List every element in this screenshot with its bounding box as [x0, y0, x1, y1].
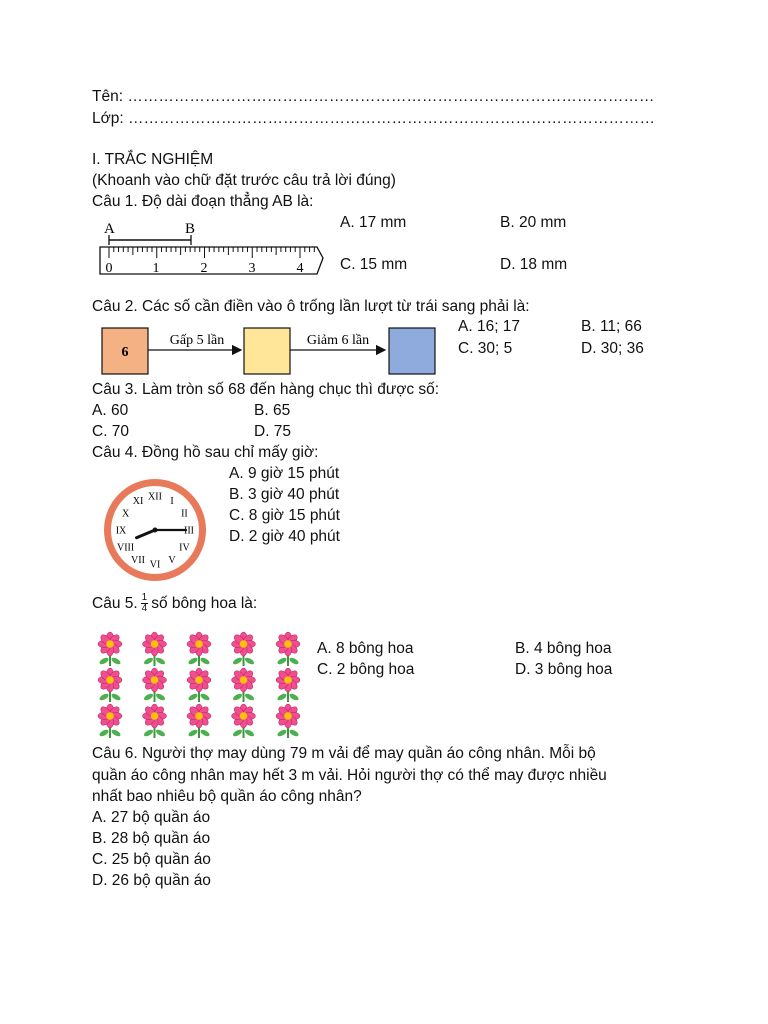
q2-option-a[interactable]: A. 16; 17 [458, 318, 521, 335]
start-value: 6 [121, 345, 129, 360]
flower-icon [187, 704, 211, 738]
flower-icon [98, 668, 122, 702]
q5-option-b[interactable]: B. 4 bông hoa [515, 640, 612, 657]
q5-prefix: Câu 5. [92, 595, 138, 612]
q5-fraction-numerator: 1 [141, 592, 148, 604]
clock-numeral: III [184, 525, 194, 537]
q6-option-a[interactable]: A. 27 bộ quần áo [92, 809, 211, 826]
q5-fraction-denominator: 4 [141, 603, 148, 615]
clock-numeral: VI [149, 559, 161, 571]
flower-icon [232, 704, 256, 738]
flower-icon [232, 632, 256, 666]
name-field-label: Tên: ………………………………………………………………………………………… [92, 88, 655, 105]
q3-option-b[interactable]: B. 65 [254, 402, 291, 419]
flower-icon [187, 632, 211, 666]
ruler-diagram [98, 216, 328, 280]
clock-face [98, 475, 212, 585]
q6-line-2: quần áo công nhân may hết 3 m vải. Hỏi người thợ có thể may được nhiều [92, 767, 607, 784]
clock-numeral: X [121, 508, 130, 520]
clock-numeral: V [168, 554, 176, 566]
q1-option-d[interactable]: D. 18 mm [500, 256, 568, 273]
q4-option-c[interactable]: C. 8 giờ 15 phút [229, 507, 340, 524]
clock-numeral: II [181, 508, 188, 520]
q5-suffix: số bông hoa là: [151, 595, 258, 612]
q2-text: Câu 2. Các số cần điền vào ô trống lần lượt từ trái sang phải là: [92, 298, 530, 315]
q2-option-b[interactable]: B. 11; 66 [581, 318, 642, 335]
q6-line-3: nhất bao nhiêu bộ quần áo công nhân? [92, 788, 362, 805]
q6-option-b[interactable]: B. 28 bộ quần áo [92, 830, 211, 847]
step2-label: Giảm 6 lần [306, 333, 370, 348]
q4-option-b[interactable]: B. 3 giờ 40 phút [229, 486, 340, 503]
clock-center [153, 528, 158, 533]
flower-icon [232, 668, 256, 702]
q3-option-a[interactable]: A. 60 [92, 402, 129, 419]
flower-icon [98, 632, 122, 666]
ruler-label-2: 2 [200, 261, 208, 276]
q3-option-c[interactable]: C. 70 [92, 423, 130, 440]
flower-icon [276, 632, 300, 666]
q5-fraction [141, 593, 149, 614]
point-b-label: B [185, 221, 196, 237]
step1-label: Gấp 5 lần [169, 333, 225, 348]
q5-option-d[interactable]: D. 3 bông hoa [515, 661, 613, 678]
blank-box-2[interactable] [389, 328, 435, 374]
clock-numeral: VIII [116, 542, 135, 554]
clock-numeral: IX [115, 525, 127, 537]
section-instruction: (Khoanh vào chữ đặt trước câu trả lời đúng) [92, 172, 396, 189]
flower-icon [143, 704, 167, 738]
class-field-label: Lớp: ………………………………………………………………………………………… [92, 110, 656, 127]
clock-numeral: XII [148, 491, 162, 503]
q3-text: Câu 3. Làm tròn số 68 đến hàng chục thì được số: [92, 381, 440, 398]
q5-text [92, 591, 257, 617]
q3-option-d[interactable]: D. 75 [254, 423, 292, 440]
q2-option-c[interactable]: C. 30; 5 [458, 340, 513, 357]
ruler-label-1: 1 [152, 261, 160, 276]
clock-numeral: VII [131, 554, 145, 566]
clock-numeral: IV [179, 542, 190, 554]
flower-icon [276, 668, 300, 702]
q5-option-a[interactable]: A. 8 bông hoa [317, 640, 414, 657]
point-a-label: A [104, 221, 115, 237]
q2-option-d[interactable]: D. 30; 36 [581, 340, 644, 357]
flower-icon [98, 704, 122, 738]
flower-icon [143, 668, 167, 702]
number-machine-diagram [98, 320, 443, 378]
q1-option-b[interactable]: B. 20 mm [500, 214, 567, 231]
blank-box-1[interactable] [244, 328, 290, 374]
flower-icon [187, 668, 211, 702]
flower-icon [276, 704, 300, 738]
ruler-label-4: 4 [296, 261, 304, 276]
q6-option-c[interactable]: C. 25 bộ quần áo [92, 851, 211, 868]
flower-icon [143, 632, 167, 666]
clock-numeral: XI [132, 496, 144, 508]
ruler-label-3: 3 [248, 261, 256, 276]
q4-option-d[interactable]: D. 2 giờ 40 phút [229, 528, 340, 545]
clock-numeral: I [170, 496, 174, 508]
q1-option-c[interactable]: C. 15 mm [340, 256, 408, 273]
q1-option-a[interactable]: A. 17 mm [340, 214, 407, 231]
q4-option-a[interactable]: A. 9 giờ 15 phút [229, 465, 340, 482]
q5-option-c[interactable]: C. 2 bông hoa [317, 661, 415, 678]
ruler-body [100, 247, 323, 274]
ruler-label-0: 0 [105, 261, 113, 276]
q6-line-1: Câu 6. Người thợ may dùng 79 m vải để may quần áo công nhân. Mỗi bộ [92, 745, 596, 762]
q1-text: Câu 1. Độ dài đoạn thẳng AB là: [92, 193, 314, 210]
section-title: I. TRẮC NGHIỆM [92, 151, 214, 168]
flower-grid [92, 630, 307, 742]
q6-option-d[interactable]: D. 26 bộ quần áo [92, 872, 211, 889]
q4-text: Câu 4. Đồng hồ sau chỉ mấy giờ: [92, 444, 319, 461]
